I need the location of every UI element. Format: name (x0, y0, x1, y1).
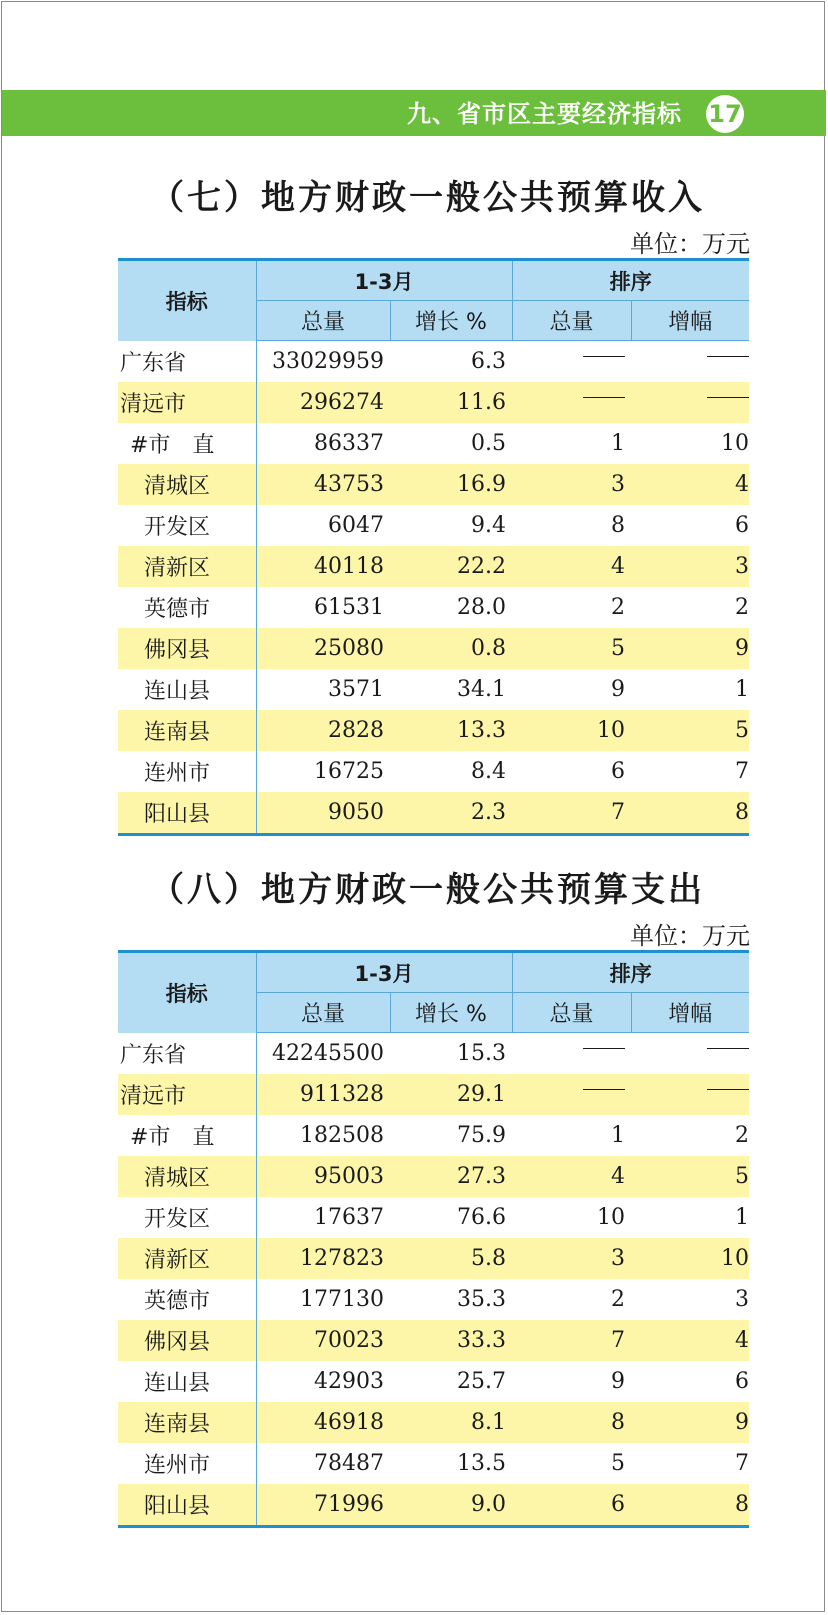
header-total: 总量 (256, 993, 390, 1033)
row-total: 16725 (314, 759, 384, 784)
row-growth: 34.1 (457, 677, 507, 702)
row-growth: 13.3 (390, 710, 512, 751)
row-name: 连山县 (118, 1361, 256, 1402)
row-total: 61531 (314, 595, 384, 620)
row-growth: 75.9 (457, 1123, 507, 1148)
row-total: 95003 (256, 1156, 390, 1197)
header-growth: 增长 % (390, 993, 512, 1033)
table-row (118, 751, 749, 792)
row-rank-total: 7 (512, 1320, 631, 1361)
table-row (118, 1156, 749, 1197)
row-name: 广东省 (118, 1033, 256, 1075)
row-rank-growth: 5 (631, 1156, 749, 1197)
row-rank-growth: 10 (631, 1238, 749, 1279)
header-total: 总量 (256, 301, 390, 341)
header-rank: 排序 (512, 260, 749, 301)
row-rank-growth: 1 (735, 677, 750, 702)
row-rank-growth: 2 (735, 1123, 750, 1148)
row-rank-growth (631, 382, 749, 423)
row-total: 6047 (328, 513, 384, 538)
row-growth: 8.4 (471, 759, 507, 784)
row-rank-growth: 7 (735, 1451, 750, 1476)
row-name: #市 直 (118, 423, 256, 464)
row-total: 71996 (256, 1484, 390, 1527)
row-name: 连南县 (118, 710, 256, 751)
table-row (118, 1197, 749, 1238)
not-applicable-dash (707, 1048, 749, 1049)
row-total: 42245500 (272, 1041, 384, 1066)
table-row (118, 1033, 749, 1075)
table-row (118, 382, 749, 423)
chapter-title: 九、省市区主要经济指标 (407, 100, 682, 128)
row-rank-total: 8 (611, 513, 626, 538)
row-total: 70023 (256, 1320, 390, 1361)
row-rank-total (512, 1074, 631, 1115)
row-rank-total: 1 (611, 431, 626, 456)
row-rank-growth: 3 (735, 1287, 750, 1312)
row-rank-total: 9 (611, 677, 626, 702)
header-rank-growth: 增幅 (631, 993, 749, 1033)
row-growth: 5.8 (390, 1238, 512, 1279)
row-name: 清新区 (118, 1238, 256, 1279)
row-rank-total: 1 (611, 1123, 626, 1148)
revenue-table (118, 258, 749, 836)
row-rank-growth: 10 (721, 431, 750, 456)
row-name: 清远市 (118, 382, 256, 423)
row-name: 开发区 (118, 1197, 256, 1238)
row-total: 42903 (314, 1369, 384, 1394)
row-name: 连山县 (118, 669, 256, 710)
row-total: 17637 (314, 1205, 384, 1230)
not-applicable-dash (583, 1089, 625, 1090)
header-rank-total: 总量 (512, 301, 631, 341)
header-rank-growth: 增幅 (631, 301, 749, 341)
table-row (118, 1320, 749, 1361)
header-rank-total: 总量 (512, 993, 631, 1033)
row-name: 英德市 (118, 587, 256, 628)
row-name: 佛冈县 (118, 1320, 256, 1361)
row-total: 43753 (256, 464, 390, 505)
row-rank-total: 3 (512, 464, 631, 505)
row-rank-growth: 9 (631, 1402, 749, 1443)
row-rank-total: 9 (611, 1369, 626, 1394)
row-rank-growth: 6 (735, 513, 750, 538)
header-indicator: 指标 (118, 260, 256, 341)
row-name: 开发区 (118, 505, 256, 546)
row-growth: 27.3 (390, 1156, 512, 1197)
row-rank-growth: 2 (735, 595, 750, 620)
header-rank: 排序 (512, 952, 749, 993)
row-growth: 11.6 (390, 382, 512, 423)
row-rank-total: 3 (512, 1238, 631, 1279)
unit-label-expenditure: 单位：万元 (630, 922, 750, 950)
header-period: 1-3月 (256, 260, 512, 301)
table-row (118, 464, 749, 505)
row-name: 清城区 (118, 464, 256, 505)
row-rank-growth: 5 (631, 710, 749, 751)
row-total: 127823 (256, 1238, 390, 1279)
row-name: 连州市 (118, 1443, 256, 1484)
row-total: 296274 (256, 382, 390, 423)
table-row (118, 341, 749, 383)
not-applicable-dash (583, 356, 625, 357)
header-growth: 增长 % (390, 301, 512, 341)
header-period: 1-3月 (256, 952, 512, 993)
row-rank-total: 4 (512, 1156, 631, 1197)
table-row (118, 1402, 749, 1443)
not-applicable-dash (707, 356, 749, 357)
row-name: 清新区 (118, 546, 256, 587)
row-growth: 28.0 (457, 595, 507, 620)
row-rank-growth: 3 (631, 546, 749, 587)
row-name: 连南县 (118, 1402, 256, 1443)
row-growth: 8.1 (390, 1402, 512, 1443)
row-name: #市 直 (118, 1115, 256, 1156)
row-total: 33029959 (272, 349, 384, 374)
row-rank-total: 5 (512, 628, 631, 669)
table-row (118, 1443, 749, 1484)
row-name: 清远市 (118, 1074, 256, 1115)
row-rank-growth: 4 (631, 464, 749, 505)
row-rank-growth: 8 (631, 1484, 749, 1527)
section-title-expenditure: （八）地方财政一般公共预算支出 (150, 870, 705, 910)
row-rank-total: 5 (611, 1451, 626, 1476)
row-rank-growth: 1 (735, 1205, 750, 1230)
table-row (118, 792, 749, 835)
row-name: 广东省 (118, 341, 256, 383)
row-growth: 0.5 (471, 431, 507, 456)
row-total: 40118 (256, 546, 390, 587)
row-name: 英德市 (118, 1279, 256, 1320)
row-rank-total (512, 341, 631, 383)
row-rank-total: 10 (512, 710, 631, 751)
row-name: 清城区 (118, 1156, 256, 1197)
row-growth: 9.0 (390, 1484, 512, 1527)
table-row (118, 1074, 749, 1115)
table-row (118, 1238, 749, 1279)
table-row (118, 423, 749, 464)
table-row (118, 1361, 749, 1402)
row-total: 182508 (300, 1123, 384, 1148)
row-rank-total: 2 (611, 1287, 626, 1312)
row-total: 46918 (256, 1402, 390, 1443)
table-row (118, 710, 749, 751)
row-growth: 76.6 (457, 1205, 507, 1230)
row-growth: 13.5 (457, 1451, 507, 1476)
row-rank-growth (631, 1033, 749, 1075)
row-rank-growth: 4 (631, 1320, 749, 1361)
row-name: 阳山县 (118, 1484, 256, 1527)
row-rank-total: 10 (597, 1205, 626, 1230)
row-total: 2828 (256, 710, 390, 751)
not-applicable-dash (707, 1089, 749, 1090)
row-growth: 2.3 (390, 792, 512, 835)
table-row (118, 1115, 749, 1156)
row-rank-growth (631, 341, 749, 383)
page-number-badge: 17 (706, 95, 744, 133)
row-rank-growth (631, 1074, 749, 1115)
row-growth: 22.2 (390, 546, 512, 587)
row-total: 3571 (328, 677, 384, 702)
table-row (118, 587, 749, 628)
not-applicable-dash (583, 1048, 625, 1049)
row-total: 86337 (314, 431, 384, 456)
row-growth: 0.8 (390, 628, 512, 669)
row-rank-total (512, 1033, 631, 1075)
row-name: 阳山县 (118, 792, 256, 835)
section-title-revenue: （七）地方财政一般公共预算收入 (150, 178, 705, 218)
row-growth: 6.3 (471, 349, 507, 374)
row-name: 佛冈县 (118, 628, 256, 669)
expenditure-table (118, 950, 749, 1528)
row-rank-growth: 8 (631, 792, 749, 835)
row-total: 9050 (256, 792, 390, 835)
row-rank-growth: 6 (735, 1369, 750, 1394)
row-rank-growth: 7 (735, 759, 750, 784)
table-row (118, 1484, 749, 1527)
row-rank-total: 4 (512, 546, 631, 587)
row-total: 78487 (314, 1451, 384, 1476)
row-total: 25080 (256, 628, 390, 669)
row-growth: 25.7 (457, 1369, 507, 1394)
row-name: 连州市 (118, 751, 256, 792)
table-row (118, 505, 749, 546)
row-growth: 29.1 (390, 1074, 512, 1115)
table-row (118, 628, 749, 669)
header-indicator: 指标 (118, 952, 256, 1033)
row-total: 911328 (256, 1074, 390, 1115)
row-rank-total (512, 382, 631, 423)
not-applicable-dash (707, 397, 749, 398)
table-row (118, 669, 749, 710)
row-rank-total: 2 (611, 595, 626, 620)
unit-label-revenue: 单位：万元 (630, 230, 750, 258)
row-growth: 9.4 (471, 513, 507, 538)
row-rank-total: 6 (611, 759, 626, 784)
table-row (118, 1279, 749, 1320)
row-growth: 15.3 (457, 1041, 507, 1066)
row-rank-total: 8 (512, 1402, 631, 1443)
row-rank-total: 7 (512, 792, 631, 835)
table-row (118, 546, 749, 587)
row-growth: 35.3 (457, 1287, 507, 1312)
row-total: 177130 (300, 1287, 384, 1312)
row-growth: 33.3 (390, 1320, 512, 1361)
row-rank-total: 6 (512, 1484, 631, 1527)
not-applicable-dash (583, 397, 625, 398)
row-rank-growth: 9 (631, 628, 749, 669)
row-growth: 16.9 (390, 464, 512, 505)
